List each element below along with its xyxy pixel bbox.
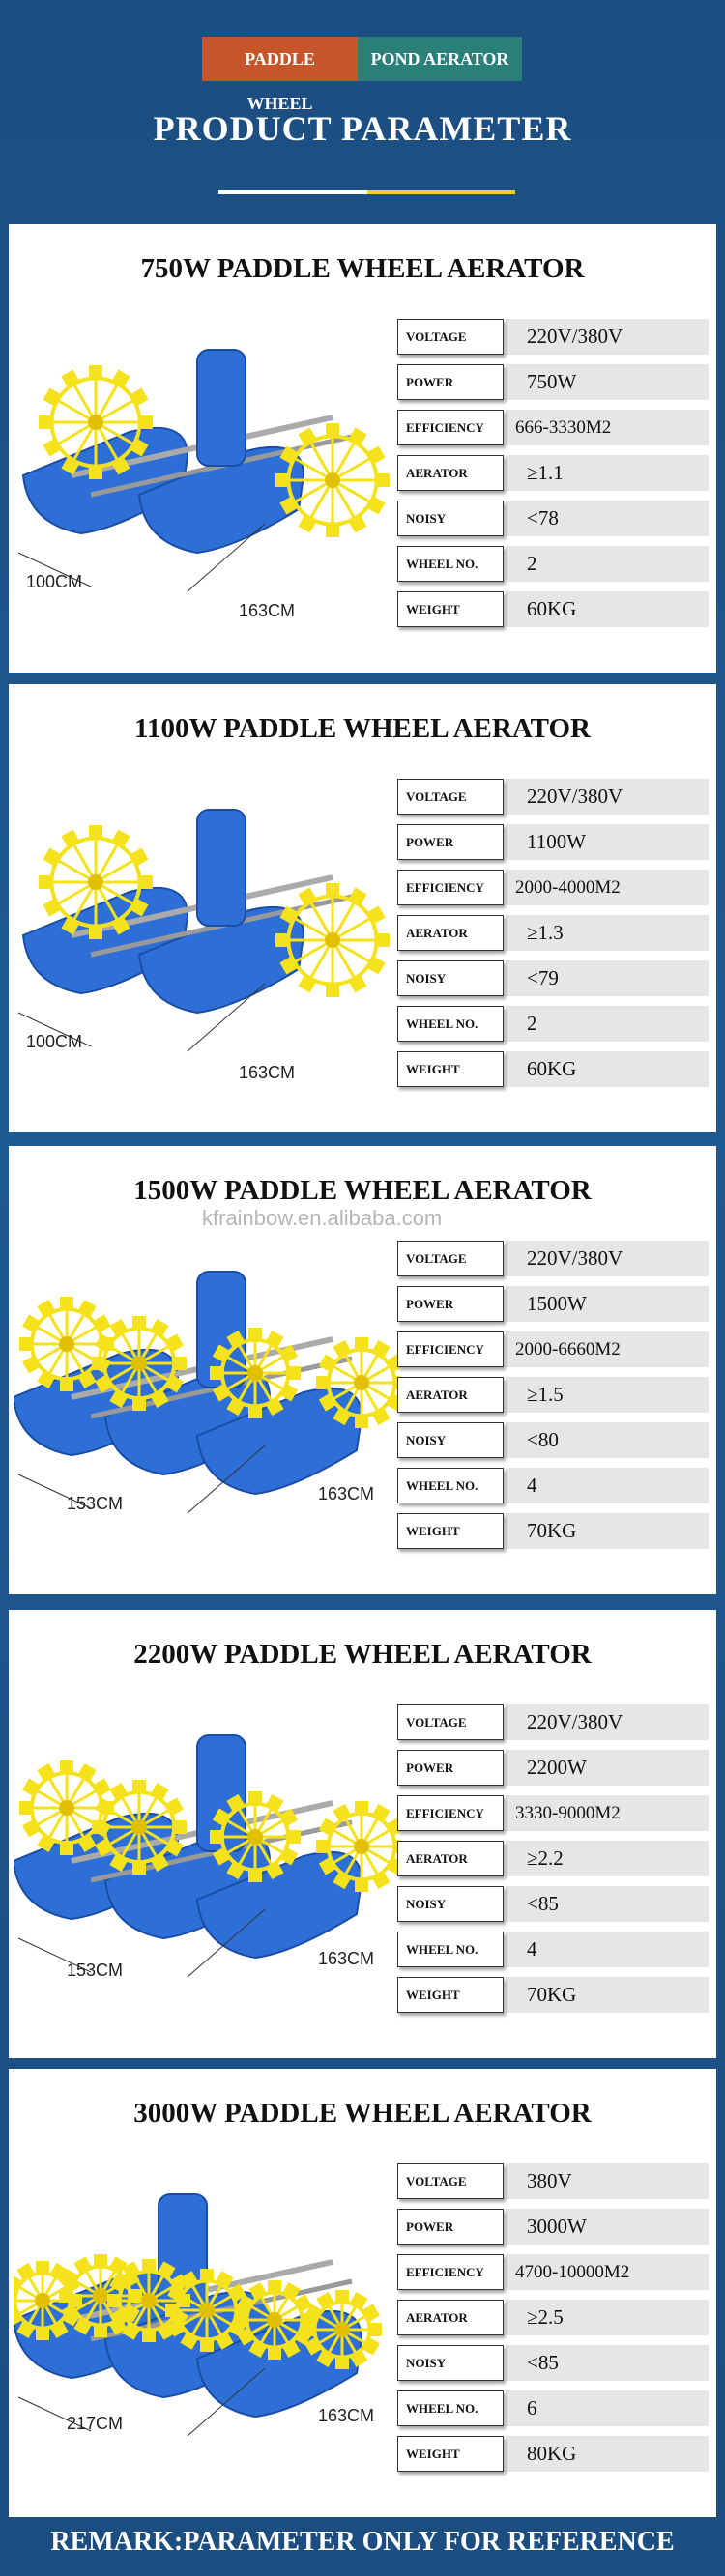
parameter-value: 70KG [506,1977,709,2013]
page-title: PRODUCT PARAMETER [153,109,572,148]
parameter-value: 2200W [506,1750,709,1786]
parameter-table [397,1703,709,2021]
parameter-value: 1500W [506,1286,709,1322]
parameter-value: 6 [506,2390,709,2426]
parameter-value: 220V/380V [506,319,709,355]
parameter-value: 2 [506,1006,709,1042]
parameter-row-power [397,1285,709,1323]
header-tabs [202,37,522,113]
parameter-label: AERATOR [397,1377,504,1413]
parameter-row-weight [397,2435,709,2473]
parameter-value: ≥1.5 [506,1377,709,1413]
parameter-label: VOLTAGE [397,2163,504,2199]
parameter-table [397,778,709,1096]
paddle-wheel-icon [276,883,390,997]
parameter-label: EFFICIENCY [397,410,504,445]
product-title: 2200W PADDLE WHEEL AERATOR [133,1639,592,1670]
parameter-label: WEIGHT [397,2436,504,2472]
parameter-row-noisy [397,959,709,997]
parameter-label: AERATOR [397,1841,504,1876]
parameter-row-wheel-no [397,1931,709,1968]
dimension-label-width: 163CM [318,1484,375,1503]
product-card [9,1610,716,2058]
parameter-label: AERATOR [397,455,504,491]
parameter-row-noisy [397,1885,709,1923]
header [0,0,725,224]
aerator-image [14,282,400,649]
parameter-label: WEIGHT [397,591,504,627]
parameter-table [397,318,709,636]
parameter-value: 70KG [506,1513,709,1549]
parameter-value: <80 [506,1422,709,1458]
parameter-label: WHEEL NO. [397,1006,504,1042]
parameter-value: ≥2.5 [506,2300,709,2335]
remark-text: REMARK:PARAMETER ONLY FOR REFERENCE [50,2527,675,2557]
parameter-value: 4 [506,1932,709,1967]
dimension-label-length: 217CM [67,2414,124,2433]
product-title: 750W PADDLE WHEEL AERATOR [140,253,585,284]
parameter-value: 2000-4000M2 [506,870,709,905]
parameter-value: ≥1.3 [506,915,709,951]
parameter-label: NOISY [397,1886,504,1922]
parameter-label: WHEEL NO. [397,1932,504,1967]
product-card [9,224,716,673]
parameter-label: VOLTAGE [397,1241,504,1276]
parameter-value: 4 [506,1468,709,1503]
aerator-image [14,2127,400,2494]
parameter-row-power [397,2208,709,2246]
parameter-row-efficiency [397,1794,709,1832]
parameter-value: <85 [506,1886,709,1922]
parameter-row-aerator [397,2299,709,2336]
parameter-label: POWER [397,364,504,400]
parameter-row-aerator [397,454,709,492]
parameter-row-noisy [397,1421,709,1459]
parameter-label: EFFICIENCY [397,1331,504,1367]
parameter-row-noisy [397,500,709,537]
parameter-value: ≥2.2 [506,1841,709,1876]
dimension-label-length: 153CM [67,1961,124,1980]
parameter-value: <85 [506,2345,709,2381]
parameter-table [397,2162,709,2480]
parameter-row-efficiency [397,869,709,906]
parameter-label: EFFICIENCY [397,2254,504,2290]
parameter-row-wheel-no [397,1467,709,1504]
parameter-row-power [397,1749,709,1787]
parameter-value: 2 [506,546,709,582]
parameter-label: NOISY [397,1422,504,1458]
parameter-label: EFFICIENCY [397,870,504,905]
parameter-row-weight [397,1512,709,1550]
underline-yellow [367,190,516,194]
parameter-row-weight [397,590,709,628]
parameter-value: <78 [506,501,709,536]
parameter-row-voltage [397,318,709,356]
parameter-label: VOLTAGE [397,319,504,355]
aerator-image [14,1204,400,1571]
title-underline [218,190,515,194]
parameter-label: WHEEL NO. [397,1468,504,1503]
aerator-image [14,742,400,1109]
tab-paddle-wheel[interactable]: PADDLE WHEEL [202,37,358,81]
parameter-value: 2000-6660M2 [506,1331,709,1367]
parameter-label: POWER [397,824,504,860]
parameter-row-voltage [397,778,709,816]
parameter-label: AERATOR [397,915,504,951]
product-card [9,684,716,1132]
product-card [9,2069,716,2517]
parameter-value: 60KG [506,1051,709,1087]
parameter-label: POWER [397,2209,504,2245]
parameter-row-efficiency [397,409,709,446]
parameter-label: NOISY [397,960,504,996]
parameter-label: WEIGHT [397,1513,504,1549]
parameter-value: 4700-10000M2 [506,2254,709,2290]
parameter-row-efficiency [397,2253,709,2291]
parameter-row-power [397,823,709,861]
dimension-label-width: 163CM [239,601,296,620]
parameter-value: 220V/380V [506,1241,709,1276]
parameter-value: 750W [506,364,709,400]
parameter-value: ≥1.1 [506,455,709,491]
parameter-value: <79 [506,960,709,996]
parameter-row-power [397,363,709,401]
parameter-row-wheel-no [397,2390,709,2427]
underline-white [218,190,367,194]
parameter-row-wheel-no [397,1005,709,1043]
paddle-wheel-icon [276,423,390,537]
parameter-row-efficiency [397,1331,709,1368]
parameter-value: 220V/380V [506,1704,709,1740]
parameter-label: WEIGHT [397,1051,504,1087]
parameter-label: VOLTAGE [397,779,504,815]
parameter-table [397,1240,709,1558]
parameter-row-noisy [397,2344,709,2382]
parameter-row-voltage [397,1240,709,1277]
parameter-row-weight [397,1050,709,1088]
parameter-label: NOISY [397,2345,504,2381]
dimension-label-width: 163CM [318,2406,375,2425]
dimension-label-length: 100CM [26,572,83,591]
parameter-value: 3000W [506,2209,709,2245]
parameter-value: 80KG [506,2436,709,2472]
parameter-label: WHEEL NO. [397,2390,504,2426]
parameter-value: 1100W [506,824,709,860]
parameter-label: NOISY [397,501,504,536]
parameter-value: 3330-9000M2 [506,1795,709,1831]
parameter-label: WEIGHT [397,1977,504,2013]
parameter-value: 666-3330M2 [506,410,709,445]
parameter-label: WHEEL NO. [397,546,504,582]
product-card [9,1146,716,1594]
tab-pond-aerator[interactable]: POND AERATOR [358,37,522,81]
parameter-label: POWER [397,1286,504,1322]
parameter-row-weight [397,1976,709,2014]
parameter-row-wheel-no [397,545,709,583]
parameter-label: EFFICIENCY [397,1795,504,1831]
parameter-row-aerator [397,1376,709,1414]
product-title: 1500W PADDLE WHEEL AERATOR [133,1175,592,1206]
parameter-row-aerator [397,914,709,952]
parameter-label: POWER [397,1750,504,1786]
dimension-label-length: 153CM [67,1494,124,1513]
parameter-label: VOLTAGE [397,1704,504,1740]
product-title: 1100W PADDLE WHEEL AERATOR [134,713,591,744]
parameter-value: 60KG [506,591,709,627]
watermark: kfrainbow.en.alibaba.com [202,1206,443,1230]
parameter-value: 220V/380V [506,779,709,815]
parameter-row-voltage [397,1703,709,1741]
dimension-label-length: 100CM [26,1032,83,1051]
parameter-value: 380V [506,2163,709,2199]
parameter-row-voltage [397,2162,709,2200]
dimension-label-width: 163CM [318,1949,375,1968]
product-title: 3000W PADDLE WHEEL AERATOR [133,2098,592,2129]
dimension-label-width: 163CM [239,1063,296,1082]
parameter-row-aerator [397,1840,709,1877]
parameter-label: AERATOR [397,2300,504,2335]
